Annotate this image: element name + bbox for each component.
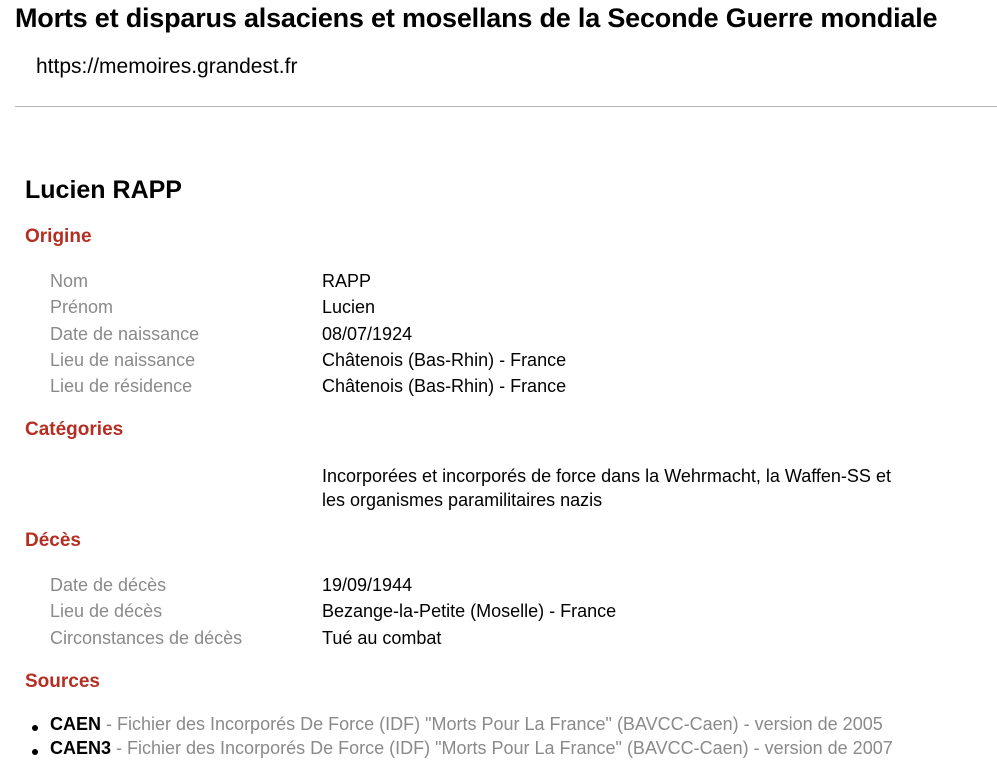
section-title-categories: Catégories	[25, 419, 124, 440]
bullet-icon	[32, 749, 38, 755]
header-divider	[15, 106, 997, 107]
sources-list	[30, 712, 893, 760]
field-label-circonstances: Circonstances de décès	[50, 628, 243, 648]
person-name: Lucien RAPP	[25, 176, 182, 204]
field-value-date-deces: 19/09/1944	[322, 575, 413, 595]
site-title: Morts et disparus alsaciens et mosellans de la Seconde Guerre mondiale	[15, 3, 938, 33]
field-label-date-naissance: Date de naissance	[50, 324, 200, 344]
field-value-lieu-residence: Châtenois (Bas-Rhin) - France	[322, 376, 567, 396]
field-value-date-naissance: 08/07/1924	[322, 324, 413, 344]
source-item	[30, 736, 893, 760]
site-url: https://memoires.grandest.fr	[36, 55, 298, 78]
source-description: - Fichier des Incorporés De Force (IDF) "Morts Pour La France" (BAVCC-Caen) - version de 2007	[111, 738, 893, 758]
field-label-date-deces: Date de décès	[50, 575, 167, 595]
source-item	[30, 712, 893, 736]
field-label-lieu-naissance: Lieu de naissance	[50, 350, 196, 370]
section-title-sources: Sources	[25, 671, 100, 692]
field-label-lieu-residence: Lieu de résidence	[50, 376, 193, 396]
field-value-lieu-naissance: Châtenois (Bas-Rhin) - France	[322, 350, 567, 370]
field-label-nom: Nom	[50, 271, 89, 291]
field-label-prenom: Prénom	[50, 297, 114, 317]
source-code: CAEN	[50, 714, 102, 734]
category-value: Incorporées et incorporés de force dans la Wehrmacht, la Waffen-SS et les organismes paramilitaires nazis	[322, 466, 891, 510]
field-value-nom: RAPP	[322, 271, 372, 291]
section-title-deces: Décès	[25, 530, 81, 551]
source-code: CAEN3	[50, 738, 112, 758]
source-description: - Fichier des Incorporés De Force (IDF) "Morts Pour La France" (BAVCC-Caen) - version de 2005	[101, 714, 883, 734]
field-value-lieu-deces: Bezange-la-Petite (Moselle) - France	[322, 601, 617, 621]
section-title-origine: Origine	[25, 226, 92, 247]
field-value-circonstances: Tué au combat	[322, 628, 442, 648]
field-label-lieu-deces: Lieu de décès	[50, 601, 163, 621]
bullet-icon	[32, 725, 38, 731]
field-value-prenom: Lucien	[322, 297, 376, 317]
